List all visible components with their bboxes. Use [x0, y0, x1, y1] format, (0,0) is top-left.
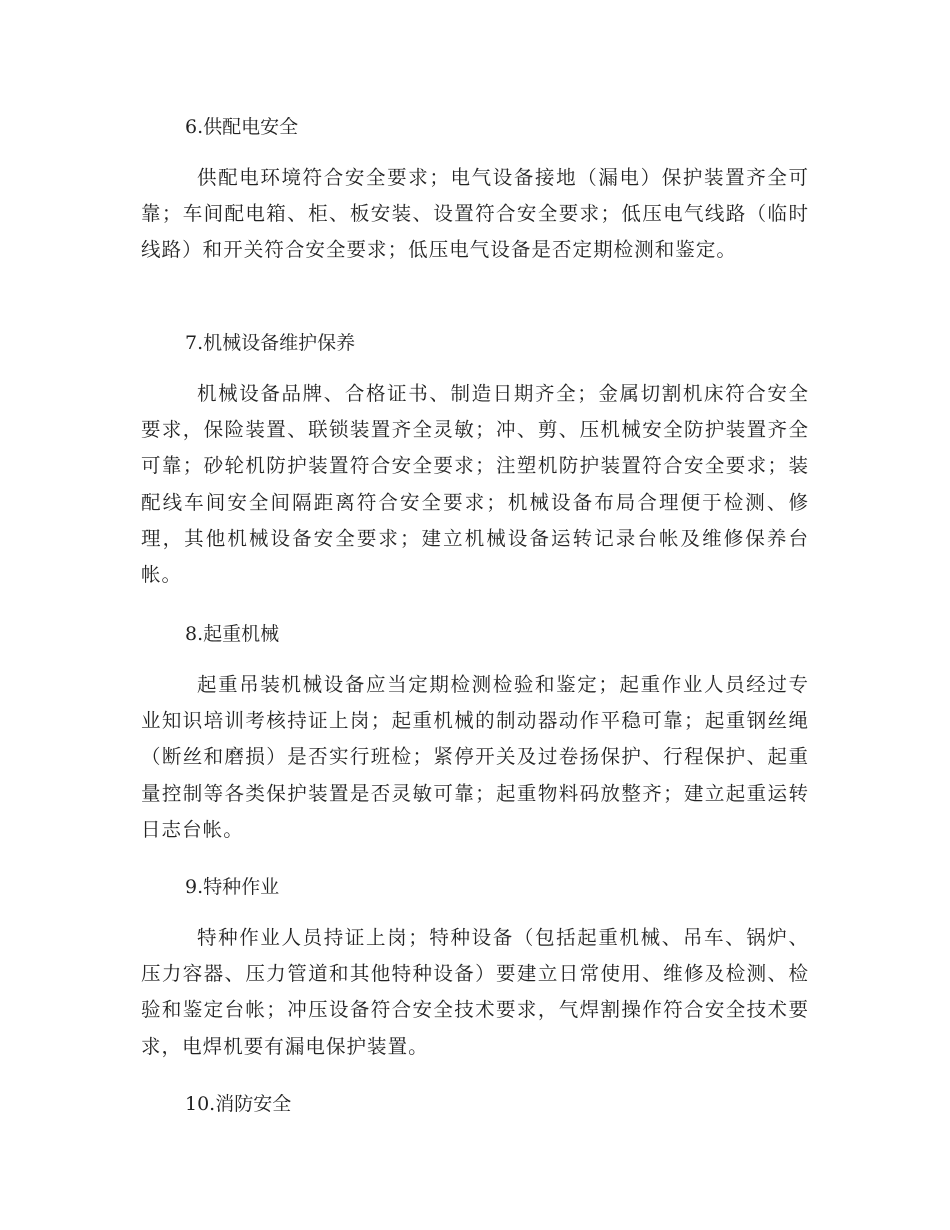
section-heading-6: 6.供配电安全: [185, 116, 299, 138]
section-body-9: 特种作业人员持证上岗；特种设备（包括起重机械、吊车、锅炉、压力容器、压力管道和其他特种设备）要建立日常使用、维修及检测、检验和鉴定台帐；冲压设备符合安全技术要求，气焊割操作符合安全技术要求，电焊机要有漏电保护装置。: [141, 926, 809, 1058]
section-heading-10: 10.消防安全: [185, 1093, 292, 1115]
section-heading-7: 7.机械设备维护保养: [185, 332, 356, 354]
section-heading-9: 9.特种作业: [185, 876, 280, 898]
section-heading-8: 8.起重机械: [185, 623, 280, 645]
section-body-6: 供配电环境符合安全要求；电气设备接地（漏电）保护装置齐全可靠；车间配电箱、柜、板安装、设置符合安全要求；低压电气线路（临时线路）和开关符合安全要求；低压电气设备是否定期检测和鉴定。: [141, 166, 809, 262]
section-body-7: 机械设备品牌、合格证书、制造日期齐全；金属切割机床符合安全要求，保险装置、联锁装置齐全灵敏；冲、剪、压机械安全防护装置齐全可靠；砂轮机防护装置符合安全要求；注塑机防护装置符合安全要求；装配线车间安全间隔距离符合安全要求；机械设备布局合理便于检测、修理，其他机械设备安全要求；建立机械设备运转记录台帐及维修保养台帐。: [141, 382, 809, 587]
section-body-8: 起重吊装机械设备应当定期检测检验和鉴定；起重作业人员经过专业知识培训考核持证上岗；起重机械的制动器动作平稳可靠；起重钢丝绳（断丝和磨损）是否实行班检；紧停开关及过卷扬保护、行程保护、起重量控制等各类保护装置是否灵敏可靠；起重物料码放整齐；建立起重运转日志台帐。: [141, 673, 809, 841]
